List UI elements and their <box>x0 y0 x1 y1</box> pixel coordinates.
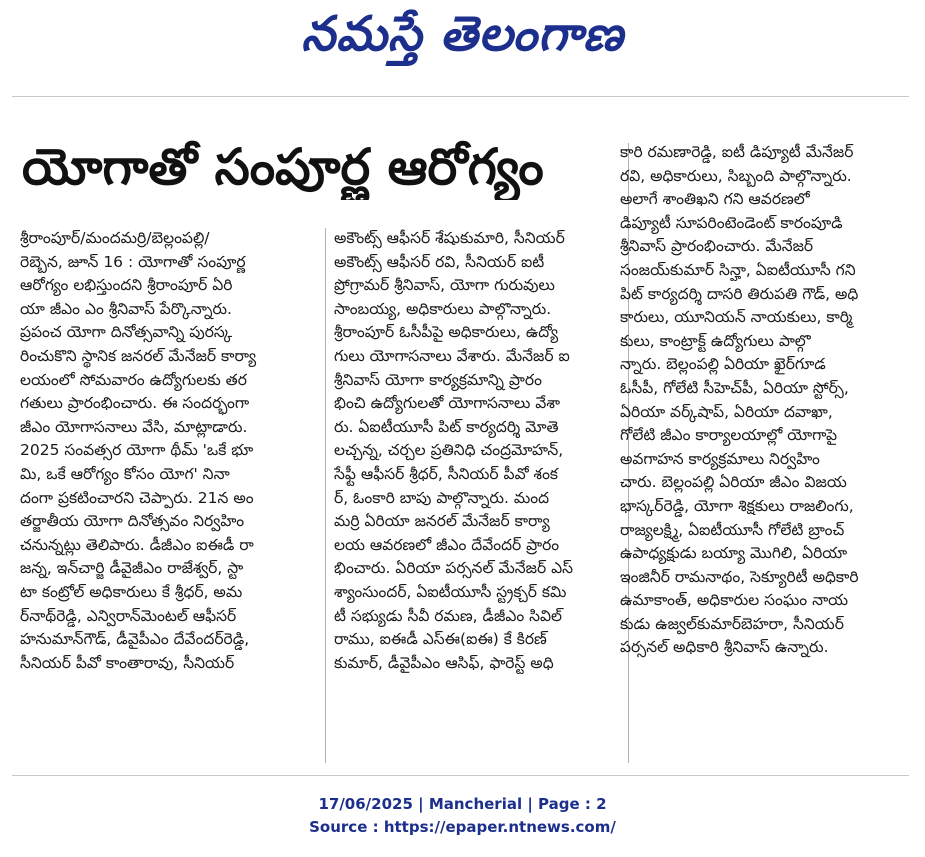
newspaper-logo: నమస్తే తెలంగాణ <box>301 6 624 62</box>
column-line: లయంలో సోమవారం ఉద్యోగులకు తర <box>20 370 247 389</box>
column-line: టా కంట్రోల్ అధికారులు కే శ్రీధర్, అమ <box>20 582 243 601</box>
column-line: రు. ఏఐటీయూసీ పిట్ కార్యదర్శి మోతె <box>334 417 559 436</box>
dateline: 17/06/2025 | Mancherial | Page : 2 <box>318 795 607 813</box>
column-line: లచ్చన్న, చర్చల ప్రతినిధి చంద్రమోహన్, <box>334 441 564 460</box>
column-line: శ్రీనివాస్ యోగా కార్యక్రమాన్ని ప్రారం <box>334 370 542 389</box>
column-line: అవగాహన కార్యక్రమాలు నిర్వహిం <box>620 449 820 468</box>
column-line: జన్న, ఇన్‌చార్జి డీవైజీఎం రాజేశ్వర్, స్టా <box>20 559 244 578</box>
masthead <box>0 0 925 80</box>
column-line: ఉమాకాంత్, అధికారుల సంఘం నాయ <box>620 591 849 610</box>
column-line: శ్యాంసుందర్, ఏఐటీయూసీ స్ట్రక్చర్ కమి <box>334 582 567 601</box>
column-line: తర్జాతీయ యోగా దినోత్సవం నిర్వహిం <box>20 512 245 531</box>
column-line: శ్రీరాంపూర్ ఓసీపీపై అధికారులు, ఉద్యో <box>334 323 559 342</box>
column-line: మర్రి ఏరియా జనరల్ మేనేజర్ కార్యా <box>334 512 550 531</box>
column-line: ఉపాధ్యక్షుడు బయ్యా మొగిలి, ఏరియా <box>620 544 848 563</box>
column-line: ఇంజినీర్ రామనాథం, సెక్యూరిటీ అధికారి <box>620 567 859 586</box>
article-column-1 <box>20 227 315 767</box>
column-line: రాజ్యలక్ష్మి, ఏఐటీయూసీ గోలేటి బ్రాంచ్ <box>620 520 845 539</box>
column-line: భించి ఉద్యోగులతో యోగాసనాలు వేశా <box>334 394 561 413</box>
column-line: హనుమాన్‌గౌడ్, డీవైపీఎం దేవేందర్‌రెడ్డి, <box>20 630 250 649</box>
column-line: రించుకొని స్థానిక జనరల్ మేనేజర్ కార్యా <box>20 346 257 365</box>
column-line: పిట్ కార్యదర్శి దాసరి తిరుపతి గౌడ్, అధి <box>620 284 859 303</box>
column-line: ర్, ఓంకారి బాపు పాల్గొన్నారు. మంద <box>334 488 550 507</box>
column-line: కారులు, యూనియన్ నాయకులు, కార్మి <box>620 308 853 327</box>
column-line: రాము, ఐఈడీ ఎస్ఈ(ఐఈ) కే కిరణ్ <box>334 630 547 649</box>
column-line: న్నారు. బెల్లంపల్లి ఏరియా ఖైర్‌గూడ <box>620 355 826 374</box>
column-line: ఓసీపీ, గోలేటి సీహెచ్‌పీ, ఏరియా స్టోర్స్, <box>620 378 849 397</box>
top-divider <box>12 96 909 97</box>
column-line: యా జీఎం ఎం శ్రీనివాస్ పేర్కొన్నారు. <box>20 299 232 318</box>
column-line: కుమార్, డీవైపీఎం ఆసిఫ్, ఫారెస్ట్ అధి <box>334 653 554 672</box>
column-line: ప్రపంచ యోగా దినోత్సవాన్ని పురస్క <box>20 323 233 342</box>
column-line: చారు. బెల్లంపల్లి ఏరియా జీఎం విజయ <box>620 473 847 492</box>
column-line: పర్సనల్ అధికారి శ్రీనివాస్ ఉన్నారు. <box>620 638 829 657</box>
article-column-3 <box>620 141 910 769</box>
column-line: కులు, కాంట్రాక్ట్ ఉద్యోగులు పాల్గొ <box>620 331 811 350</box>
column-line: శ్రీనివాస్ ప్రారంభించారు. మేనేజర్ <box>620 237 814 256</box>
column-line: సేఫ్టీ ఆఫీసర్ శ్రీధర్, సీనియర్ పీవో శంక <box>334 464 559 483</box>
column-line: రవి, అధికారులు, సిబ్బంది పాల్గొన్నారు. <box>620 166 852 185</box>
column-line: దంగా ప్రకటించారని చెప్పారు. 21న అం <box>20 488 254 507</box>
column-line: రెబ్బెన, జూన్ 16 : యోగాతో సంపూర్ణ <box>20 252 246 271</box>
column-line: అకౌంట్స్ ఆఫీసర్ రవి, సీనియర్ ఐటీ <box>334 252 545 271</box>
column-line: ఏరియా వర్క్‌షాప్, ఏరియా దవాఖా, <box>620 402 833 421</box>
article-headline: యోగాతో సంపూర్ణ ఆరోగ్యం <box>22 138 544 196</box>
column-line: కారి రమణారెడ్డి, ఐటీ డిప్యూటీ మేనేజర్ <box>620 143 854 161</box>
column-line: డిప్యూటీ సూపరింటెండెంట్ కారంపూడి <box>620 213 843 232</box>
column-line: అలాగే శాంతిఖని గని ఆవరణలో <box>620 190 810 209</box>
column-line: 2025 సంవత్సర యోగా థీమ్ 'ఒకే భూ <box>20 441 254 460</box>
column-line: శ్రీరాంపూర్/మందమర్రి/బెల్లంపల్లి/ <box>20 229 210 247</box>
column-line: కుడు ఉజ్వల్‌కుమార్‌బెహరా, సీనియర్ <box>620 614 844 633</box>
column-line: భాస్కర్‌రెడ్డి, యోగా శిక్షకులు రాజలింగు, <box>620 496 854 515</box>
source-link[interactable]: Source : https://epaper.ntnews.com/ <box>309 818 616 836</box>
column-line: గతులు ప్రారంభించారు. ఈ సందర్భంగా <box>20 394 250 413</box>
column-line: గోలేటి జీఎం కార్యాలయాల్లో యోగాపై <box>620 426 838 445</box>
column-line: లయ ఆవరణలో జీఎం దేవేందర్ ప్రారం <box>334 535 560 554</box>
column-line: టీ సభ్యుడు సీవీ రమణ, డీజీఎం సివిల్ <box>334 606 563 625</box>
column-line: ఆరోగ్యం లభిస్తుందని శ్రీరాంపూర్ ఏరి <box>20 276 233 295</box>
column-line: గులు యోగాసనాలు వేశారు. మేనేజర్ ఐ <box>334 346 570 365</box>
bottom-divider <box>12 775 909 776</box>
column-line: మి, ఒకే ఆరోగ్యం కోసం యోగ' నినా <box>20 464 230 483</box>
column-line: జీఎం యోగాసనాలు వేసి, మాట్లాడారు. <box>20 417 248 436</box>
article-column-2 <box>334 227 626 767</box>
column-divider <box>325 228 326 763</box>
column-line: చనున్నట్లు తెలిపారు. డీజీఎం ఐఈడీ రా <box>20 535 254 554</box>
column-line: సాంబయ్య, అధికారులు పాల్గొన్నారు. <box>334 299 552 318</box>
column-line: ప్రోగ్రామర్ శ్రీనివాస్, యోగా గురువులు <box>334 276 555 295</box>
column-line: భించారు. ఏరియా పర్సనల్ మేనేజర్ ఎస్ <box>334 559 573 578</box>
column-line: సీనియర్ పీవో కాంతారావు, సీనియర్ <box>20 653 235 672</box>
column-line: సంజయ్‌కుమార్ సిన్హా, ఏఐటీయూసీ గని <box>620 260 856 279</box>
column-line: అకౌంట్స్ ఆఫీసర్ శేషుకుమారి, సీనియర్ <box>334 229 565 247</box>
column-line: ర్‌నాథ్‌రెడ్డి, ఎన్విరాన్‌మెంటల్ ఆఫీసర్ <box>20 606 237 625</box>
